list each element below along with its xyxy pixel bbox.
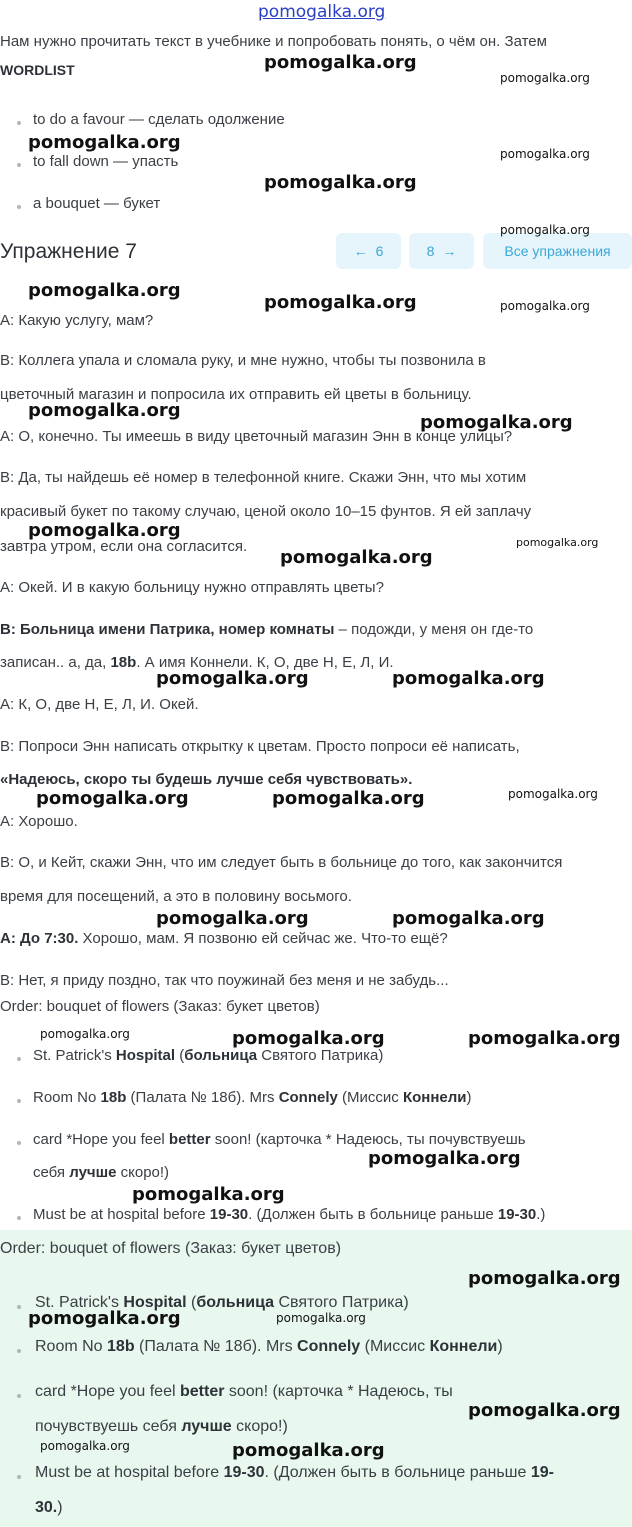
text-span: card *Hope you feel [33,1131,169,1148]
dialogue-line: «Надеюсь, скоро ты будешь лучше себя чувствовать». [0,771,413,788]
watermark: pomogalka.org [232,1028,385,1049]
watermark: pomogalka.org [264,292,417,313]
text-span: Room No [33,1089,101,1106]
text-span: ) [497,1338,503,1355]
watermark: pomogalka.org [468,1400,621,1421]
bullet [17,163,21,167]
text-span: soon! (карточка * Надеюсь, ты почувствуешь [210,1131,526,1148]
watermark: pomogalka.org [156,668,309,689]
text-span: скоро!) [116,1164,170,1181]
bold-text: 19-30 [223,1464,265,1481]
text-span: – подожди, у меня он где-то [334,621,534,638]
dialogue-line [0,621,533,638]
text-span: себя [33,1164,70,1181]
dialogue-line: A: Хорошо. [0,813,78,830]
text-span: Room No [35,1338,108,1355]
bullet [17,1057,21,1061]
bold-text: B: Больница имени Патрика, номер комнаты [0,621,335,638]
dialogue-line: A: Какую услугу, мам? [0,312,154,329]
watermark: pomogalka.org [500,71,590,85]
dialogue-line: B: Да, ты найдешь её номер в телефонной книге. Скажи Энн, что мы хотим [0,469,527,486]
order-item-continued [33,1164,169,1181]
watermark: pomogalka.org [28,280,181,301]
bold-text: 19- [530,1464,554,1481]
watermark: pomogalka.org [264,52,417,73]
text-span: ( [175,1047,185,1064]
text-span: St. Patrick's [35,1294,124,1311]
watermark: pomogalka.org [28,132,181,153]
watermark: pomogalka.org [232,1440,385,1461]
watermark: pomogalka.org [392,908,545,929]
exercise-title: Упражнение 7 [0,240,137,263]
watermark: pomogalka.org [420,412,573,433]
watermark: pomogalka.org [36,788,189,809]
bullet [17,1141,21,1145]
wordlist-item: a bouquet — букет [33,195,161,212]
order-title: Order: bouquet of flowers (Заказ: букет цветов) [0,998,320,1015]
text-span: Хорошо, мам. Я позвоню ей сейчас же. Что-то ещё? [78,930,448,947]
dialogue-line: A: К, О, две Н, Е, Л, И. Окей. [0,696,199,713]
watermark: pomogalka.org [392,668,545,689]
bullet [17,1216,21,1220]
site-header-link[interactable]: pomogalka.org [258,2,386,22]
bullet [17,205,21,209]
next-exercise-number: 8 [426,243,435,259]
bullet [17,1099,21,1103]
watermark: pomogalka.org [500,147,590,161]
watermark: pomogalka.org [468,1028,621,1049]
text-span: Must be at hospital before [33,1206,210,1223]
text-span: ( [186,1294,197,1311]
text-span: Святого Патрика) [274,1294,409,1311]
bullet [17,1349,21,1353]
order-item [33,1047,383,1064]
wordlist-item: to fall down — упасть [33,153,179,170]
bold-text: Connely [297,1338,361,1355]
watermark: pomogalka.org [276,1311,366,1325]
bold-text: Коннели [429,1338,498,1355]
watermark: pomogalka.org [272,788,425,809]
text-span: записан.. а, да, [0,654,111,671]
dialogue-line: A: Окей. И в какую больницу нужно отправлять цветы? [0,579,384,596]
answer-item [35,1383,453,1401]
dialogue-line: цветочный магазин и попросила их отправить ей цветы в больницу. [0,386,472,403]
answer-item [35,1338,503,1356]
bold-text: Коннели [402,1089,467,1106]
watermark: pomogalka.org [40,1439,130,1453]
answer-item-continued [35,1418,288,1436]
dialogue-line: время для посещений, а это в половину восьмого. [0,888,352,905]
bold-text: 19-30 [209,1206,249,1223]
text-span: .) [536,1206,546,1223]
order-item [33,1089,472,1106]
bold-text: лучше [69,1164,117,1181]
wordlist-item: to do a favour — сделать одолжение [33,111,285,128]
bold-text: 19-30 [497,1206,537,1223]
dialogue-line [0,930,448,947]
bold-text: 30. [35,1499,58,1516]
bold-text: Hospital [123,1294,187,1311]
watermark: pomogalka.org [264,172,417,193]
text-span: (Миссис [360,1338,430,1355]
dialogue-line: красивый букет по такому случаю, ценой около 10–15 фунтов. Я ей заплачу [0,503,532,520]
answer-item-continued [35,1499,63,1517]
watermark: pomogalka.org [508,787,598,801]
text-span: Must be at hospital before [35,1464,224,1481]
dialogue-line: B: Нет, я приду поздно, так что поужинай без меня и не забудь... [0,972,449,989]
wordlist-title: WORDLIST [0,62,75,78]
bullet [17,121,21,125]
watermark: pomogalka.org [500,299,590,313]
order-item [33,1206,545,1223]
watermark: pomogalka.org [468,1268,621,1289]
text-span: (Палата № 18б). Mrs [126,1089,279,1106]
dialogue-line: B: Коллега упала и сломала руку, и мне нужно, чтобы ты позвонила в [0,352,486,369]
dialogue-line: B: О, и Кейт, скажи Энн, что им следует быть в больнице до того, как закончится [0,854,563,871]
dialogue-line: завтра утром, если она согласится. [0,538,248,555]
watermark: pomogalka.org [28,520,181,541]
bold-text: 18b [110,654,137,671]
watermark: pomogalka.org [40,1027,130,1041]
watermark: pomogalka.org [368,1148,521,1169]
prev-exercise-button[interactable] [336,233,401,269]
text-span: ) [57,1499,63,1516]
bold-text: Connely [278,1089,338,1106]
watermark: pomogalka.org [516,536,599,549]
text-span: (Миссис [337,1089,403,1106]
text-span: . (Должен быть в больнице раньше [248,1206,498,1223]
answer-item [35,1464,554,1482]
intro-text: Нам нужно прочитать текст в учебнике и попробовать понять, о чём он. Затем [0,33,547,50]
watermark: pomogalka.org [280,547,433,568]
watermark: pomogalka.org [132,1184,285,1205]
watermark: pomogalka.org [28,1308,181,1329]
bold-text: better [168,1131,211,1148]
prev-exercise-number: 6 [375,243,384,259]
bold-text: больница [184,1047,258,1064]
watermark: pomogalka.org [156,908,309,929]
text-span: Святого Патрика) [257,1047,384,1064]
text-span: . (Должен быть в больнице раньше [264,1464,531,1481]
text-span: St. Patrick's [33,1047,116,1064]
arrow-right-icon: → [442,243,457,259]
all-exercises-button[interactable]: Все упражнения [483,233,632,269]
text-span: . А имя Коннели. К, О, две Н, Е, Л, И. [136,654,394,671]
watermark: pomogalka.org [500,223,590,237]
text-span: ) [466,1089,472,1106]
bullet [17,1394,21,1398]
text-span: card *Hope you feel [35,1383,180,1400]
dialogue-line: B: Попроси Энн написать открытку к цветам. Просто попроси её написать, [0,738,520,755]
text-span: soon! (карточка * Надеюсь, ты [224,1383,453,1400]
watermark: pomogalka.org [28,400,181,421]
bold-text: better [179,1383,225,1400]
bold-text: больница [196,1294,274,1311]
text-span: (Палата № 18б). Mrs [134,1338,298,1355]
next-exercise-button[interactable] [409,233,474,269]
bullet [17,1475,21,1479]
text-span: скоро!) [231,1418,288,1435]
bold-text: Hospital [115,1047,176,1064]
bullet [17,1305,21,1309]
bold-text: 18b [107,1338,135,1355]
order-item [33,1131,526,1148]
dialogue-line: A: О, конечно. Ты имеешь в виду цветочный магазин Энн в конце улицы? [0,428,513,445]
bold-text: лучше [181,1418,232,1435]
arrow-left-icon: ← [353,243,368,259]
bold-text: A: До 7:30. [0,930,79,947]
bold-text: 18b [100,1089,127,1106]
answer-title: Order: bouquet of flowers (Заказ: букет цветов) [0,1240,342,1257]
text-span: почувствуешь себя [35,1418,182,1435]
